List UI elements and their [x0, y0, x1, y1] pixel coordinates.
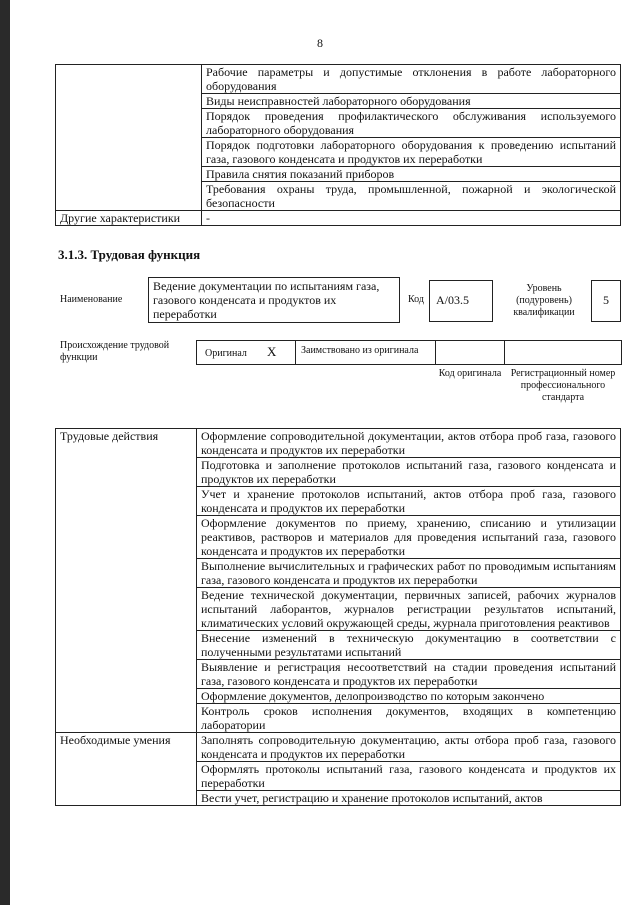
labor-actions-label: Трудовые действия — [56, 429, 197, 733]
labor-action-item: Внесение изменений в техническую документацию в соответствии с полученными результатами испытаний — [197, 631, 621, 660]
knowledge-table — [55, 64, 621, 226]
level-value-box: 5 — [591, 280, 621, 322]
labor-action-item: Подготовка и заполнение протоколов испытаний газа, газового конденсата и продуктов их переработки — [197, 458, 621, 487]
function-details-table — [55, 428, 621, 806]
original-label: Оригинал — [205, 348, 247, 359]
knowledge-item: Порядок проведения профилактического обслуживания используемого лабораторного оборудования — [202, 109, 621, 138]
table-row — [56, 733, 621, 762]
scan-left-edge — [0, 0, 10, 905]
code-original-label: Код оригинала — [438, 368, 502, 379]
reg-number-cell — [504, 340, 622, 365]
borrowed-label: Заимствовано из оригинала — [301, 345, 419, 356]
required-skills-label: Необходимые умения — [56, 733, 197, 806]
labor-action-item: Ведение технической документации, первичных записей, рабочих журналов испытаний лаборантов, журналов регистрации результатов испытаний, климатических условий окружающей среды, журнала приготовления реактивов — [197, 588, 621, 631]
labor-action-item: Выявление и регистрация несоответствий на стадии проведения испытаний газа, газового конденсата и продуктов их переработки — [197, 660, 621, 689]
code-original-cell — [435, 340, 505, 365]
reg-number-label: Регистрационный номер профессионального стандарта — [510, 368, 616, 403]
code-value-box: А/03.5 — [429, 280, 493, 322]
skill-item: Вести учет, регистрацию и хранение протоколов испытаний, актов — [197, 791, 621, 806]
code-label: Код — [408, 294, 424, 305]
labor-action-item: Учет и хранение протоколов испытаний, актов отбора проб газа, газового конденсата и продуктов их переработки — [197, 487, 621, 516]
table-row — [56, 211, 621, 226]
knowledge-item: Виды неисправностей лабораторного оборудования — [202, 94, 621, 109]
function-name-box: Ведение документации по испытаниям газа, газового конденсата и продуктов их переработки — [148, 277, 400, 323]
knowledge-item: Рабочие параметры и допустимые отклонения в работе лабораторного оборудования — [202, 65, 621, 94]
original-mark: X — [267, 344, 277, 359]
skill-item: Заполнять сопроводительную документацию, акты отбора проб газа, газового конденсата и продуктов их переработки — [197, 733, 621, 762]
knowledge-item: Требования охраны труда, промышленной, пожарной и экологической безопасности — [202, 182, 621, 211]
other-characteristics-value: - — [202, 211, 621, 226]
page-number: 8 — [317, 36, 323, 50]
labor-action-item: Оформление документов по приему, хранению, списанию и утилизации реактивов, растворов и материалов для проведения испытаний газа, газового конденсата и продуктов их переработки — [197, 516, 621, 559]
knowledge-item: Правила снятия показаний приборов — [202, 167, 621, 182]
table-row — [56, 429, 621, 458]
labor-action-item: Оформление сопроводительной документации, актов отбора проб газа, газового конденсата и продуктов их переработки — [197, 429, 621, 458]
labor-action-item: Контроль сроков исполнения документов, входящих в компетенцию лаборатории — [197, 704, 621, 733]
name-label: Наименование — [60, 294, 123, 305]
labor-action-item: Выполнение вычислительных и графических работ по проводимым испытаниям газа, газового конденсата и продуктов их переработки — [197, 559, 621, 588]
section-title: 3.1.3. Трудовая функция — [58, 247, 201, 262]
borrowed-cell — [295, 340, 436, 365]
table-row — [56, 65, 621, 94]
origin-label: Происхождение трудовой функции — [60, 340, 170, 363]
other-characteristics-label: Другие характеристики — [56, 211, 202, 226]
level-label: Уровень (подуровень) квалификации — [513, 283, 575, 318]
skill-item: Оформлять протоколы испытаний газа, газового конденсата и продуктов их переработки — [197, 762, 621, 791]
empty-label-cell — [56, 65, 202, 211]
labor-action-item: Оформление документов, делопроизводство по которым закончено — [197, 689, 621, 704]
original-cell — [196, 340, 296, 365]
knowledge-item: Порядок подготовки лабораторного оборудования к проведению испытаний газа, газового конденсата и продуктов их переработки — [202, 138, 621, 167]
